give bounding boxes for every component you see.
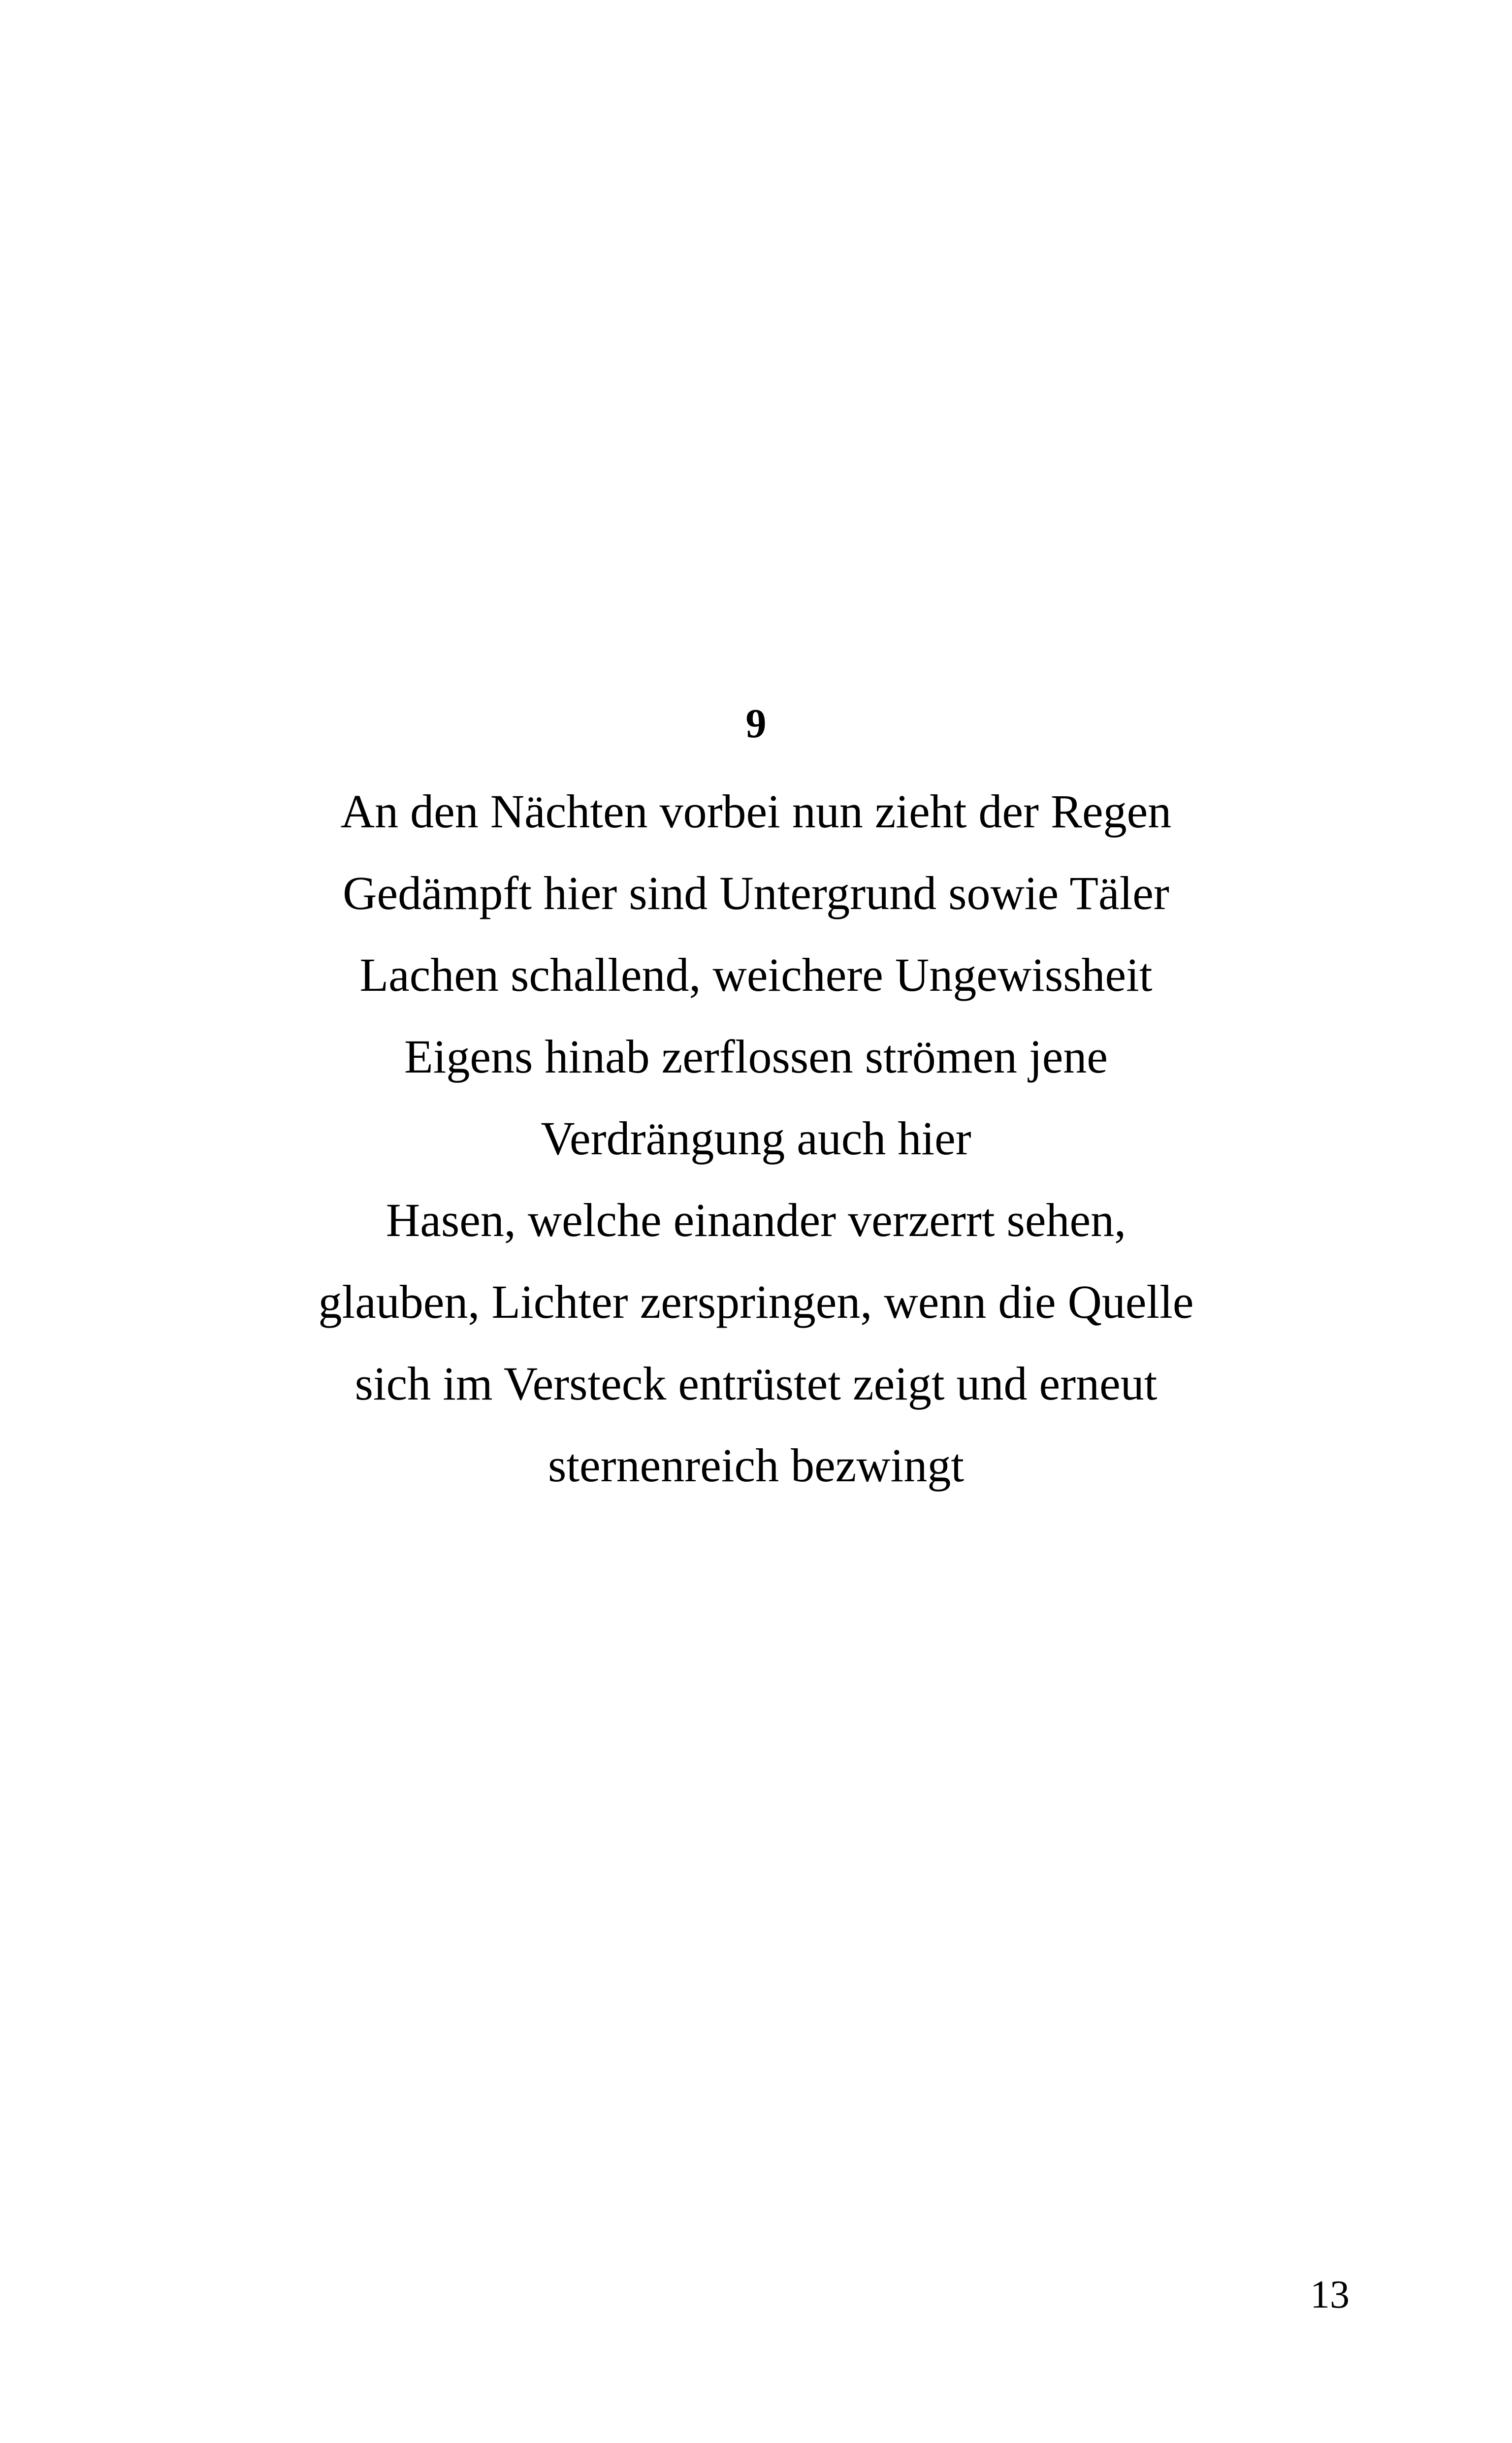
poem-body xyxy=(0,771,1512,1506)
poem-line: Lachen schallend, weichere Ungewissheit xyxy=(359,948,1153,1001)
poem-line: glauben, Lichter zerspringen, wenn die Quelle xyxy=(318,1275,1194,1328)
poem-number: 9 xyxy=(745,701,767,747)
poem-line: Hasen, welche einander verzerrt sehen, xyxy=(386,1194,1126,1246)
poem-line: An den Nächten vorbei nun zieht der Regen xyxy=(340,785,1172,838)
page-number: 13 xyxy=(1310,2273,1350,2316)
poem-line: sich im Versteck entrüstet zeigt und erneut xyxy=(354,1357,1158,1410)
poem-line: sternenreich bezwingt xyxy=(548,1439,964,1492)
poem-line: Eigens hinab zerflossen strömen jene xyxy=(404,1030,1108,1083)
poem-line: Verdrängung auch hier xyxy=(541,1112,971,1165)
poem-line: Gedämpft hier sind Untergrund sowie Täler xyxy=(343,867,1169,919)
